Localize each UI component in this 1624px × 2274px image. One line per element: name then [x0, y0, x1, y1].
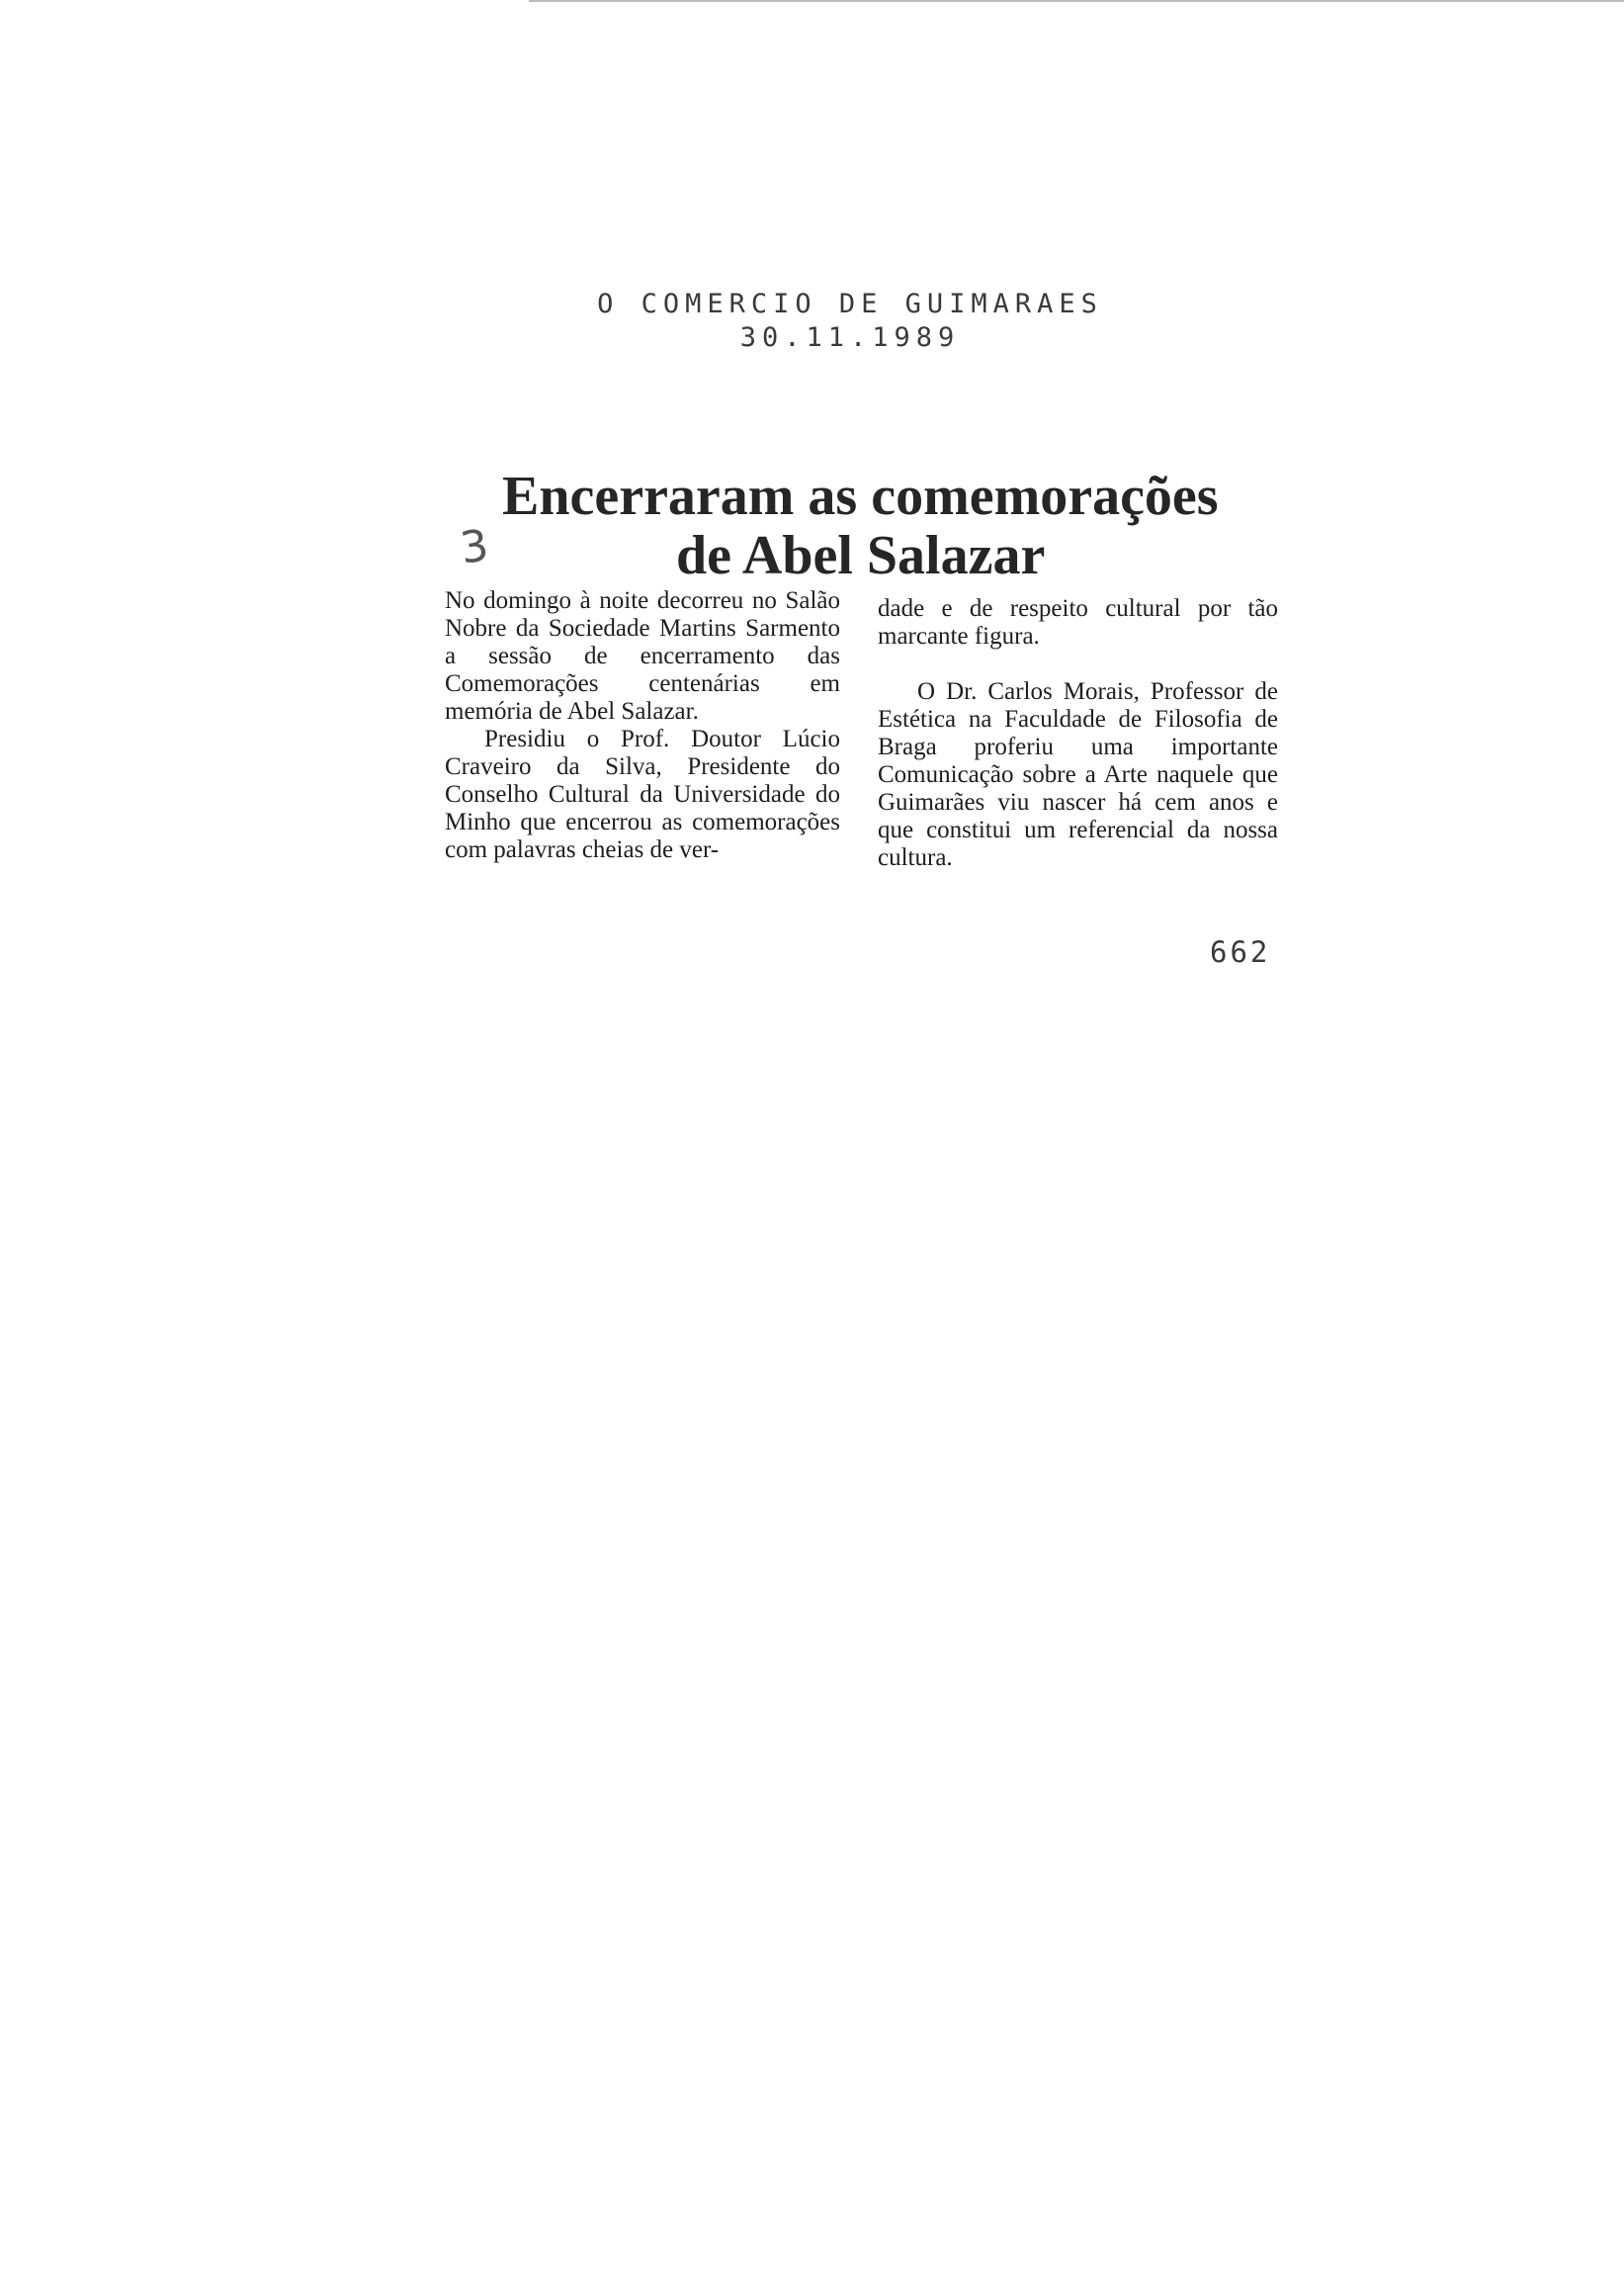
- article-column-2: [878, 595, 1278, 872]
- page-number: 662: [1210, 935, 1271, 969]
- headline-line-1: Encerraram as comemorações: [502, 466, 1219, 527]
- publication-stamp: O COMERCIO DE GUIMARAES: [597, 289, 1103, 319]
- paragraph: dade e de respeito cultural por tão marcante figura.: [878, 595, 1278, 650]
- paragraph: Presidiu o Prof. Doutor Lúcio Craveiro da Silva, Presidente do Conselho Cultural da Universidade do Minho que encerrou as comemorações com palavras cheias de ver-: [445, 726, 840, 863]
- headline-line-2: de Abel Salazar: [676, 525, 1046, 586]
- top-scan-edge: [529, 0, 1624, 2]
- date-stamp: 30.11.1989: [739, 322, 961, 353]
- article-column-1: [445, 587, 840, 864]
- handwritten-number: 3: [457, 520, 492, 574]
- paragraph: No domingo à noite decorreu no Salão Nobre da Sociedade Martins Sarmento a sessão de encerramento das Comemorações centenárias em memória de Abel Salazar.: [445, 587, 840, 725]
- paragraph: O Dr. Carlos Morais, Professor de Estética na Faculdade de Filosofia de Braga proferiu uma importante Comunicação sobre a Arte naquele que Guimarães viu nascer há cem anos e que constitui um referencial da nossa cultura.: [878, 678, 1278, 871]
